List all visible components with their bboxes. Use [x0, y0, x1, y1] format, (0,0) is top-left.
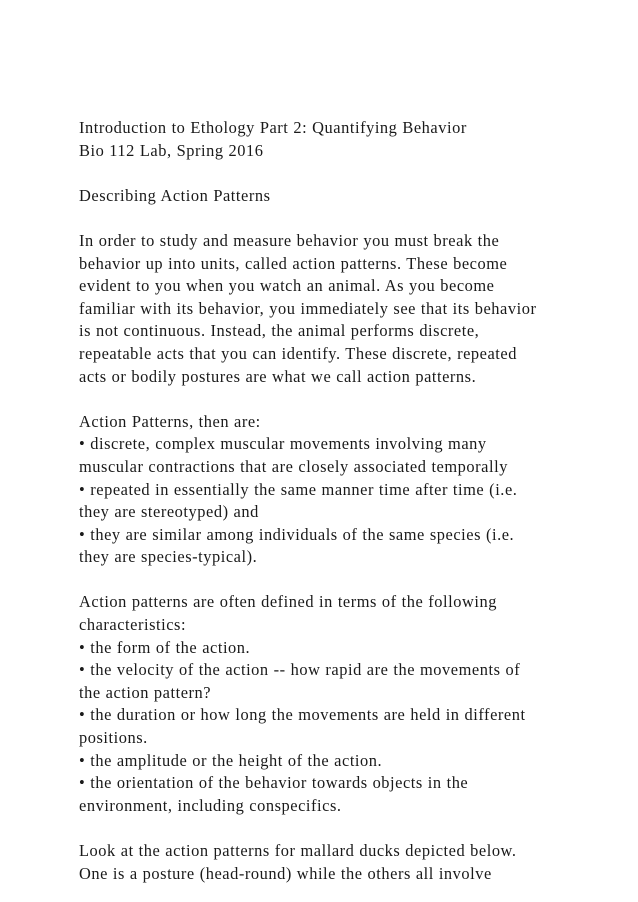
- document-body: [79, 117, 619, 885]
- list-item: • the form of the action.: [79, 637, 251, 657]
- text-line: characteristics:: [79, 615, 187, 635]
- text-line: In order to study and measure behavior you must break the: [79, 230, 500, 250]
- blank-line: [79, 207, 619, 230]
- blank-line: [79, 817, 619, 840]
- paragraph-mallard-ducks: [79, 840, 619, 885]
- section-heading: Describing Action Patterns: [79, 185, 271, 205]
- paragraph-characteristics-list: [79, 591, 619, 817]
- list-item: • the amplitude or the height of the action.: [79, 750, 383, 770]
- blank-line: [79, 569, 619, 592]
- list-item: • the orientation of the behavior towards objects in the: [79, 773, 469, 793]
- list-item: • discrete, complex muscular movements involving many: [79, 434, 487, 454]
- text-line: is not continuous. Instead, the animal performs discrete,: [79, 321, 480, 341]
- text-line: the action pattern?: [79, 682, 212, 702]
- text-line: they are stereotyped) and: [79, 502, 259, 522]
- blank-line: [79, 162, 619, 185]
- blank-line: [79, 388, 619, 411]
- list-item: • the velocity of the action -- how rapid are the movements of: [79, 660, 521, 680]
- document-subtitle: Bio 112 Lab, Spring 2016: [79, 140, 264, 160]
- text-line: evident to you when you watch an animal. As you become: [79, 276, 495, 296]
- text-line: Action patterns are often defined in terms of the following: [79, 592, 497, 612]
- text-line: repeatable acts that you can identify. These discrete, repeated: [79, 343, 517, 363]
- text-line: familiar with its behavior, you immediately see that its behavior: [79, 298, 537, 318]
- list-item: • they are similar among individuals of the same species (i.e.: [79, 524, 515, 544]
- list-item: • the duration or how long the movements are held in different: [79, 705, 526, 725]
- text-line: environment, including conspecifics.: [79, 795, 342, 815]
- text-line: they are species-typical).: [79, 547, 258, 567]
- text-line: muscular contractions that are closely associated temporally: [79, 456, 508, 476]
- text-line: Look at the action patterns for mallard ducks depicted below.: [79, 841, 517, 860]
- text-line: acts or bodily postures are what we call action patterns.: [79, 366, 477, 386]
- text-line: positions.: [79, 728, 148, 748]
- list-item: • repeated in essentially the same manner time after time (i.e.: [79, 479, 518, 499]
- document-title: Introduction to Ethology Part 2: Quantifying Behavior: [79, 118, 467, 137]
- text-line: behavior up into units, called action patterns. These become: [79, 253, 508, 273]
- paragraph-action-patterns-list: [79, 411, 619, 569]
- text-line: Action Patterns, then are:: [79, 411, 261, 431]
- paragraph-intro: [79, 230, 619, 388]
- text-line: One is a posture (head-round) while the others all involve: [79, 863, 492, 883]
